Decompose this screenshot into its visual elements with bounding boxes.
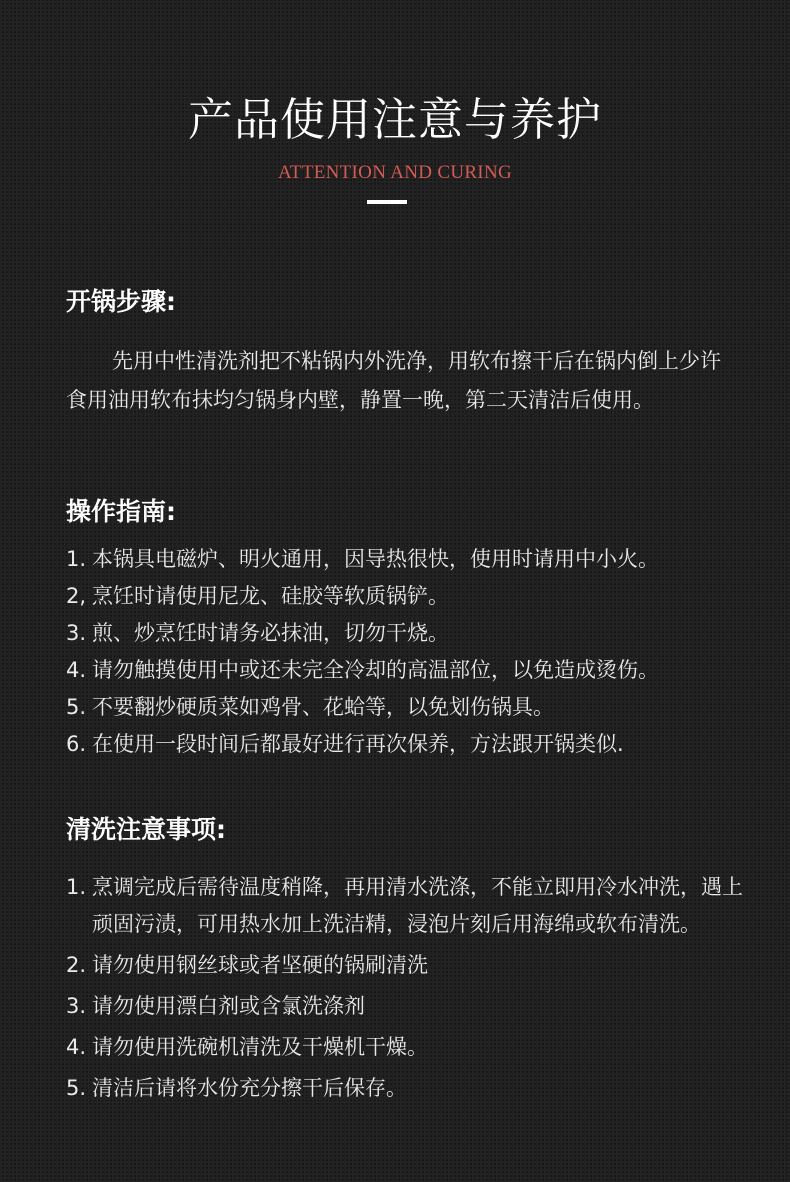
item-number: 3. [66,994,87,1018]
item-text: 请勿触摸使用中或还未完全冷却的高温部位，以免造成烫伤。 [92,658,659,682]
list-item [66,947,746,984]
item-number: 5. [66,695,87,719]
item-text: 不要翻炒硬质菜如鸡骨、花蛤等，以免划伤锅具。 [92,695,554,719]
list-item [66,541,746,578]
item-number: 4. [66,658,87,682]
opening-paragraph: 先用中性清洗剂把不粘锅内外洗净，用软布擦干后在锅内倒上少许食用油用软布抹均匀锅身内壁，静置一晚，第二天清洁后使用。 [66,349,721,412]
item-number: 1. [66,875,87,899]
item-number: 5. [66,1076,87,1100]
guide-heading: 操作指南: [66,497,176,526]
item-number: 2. [66,953,87,977]
item-text: 请勿使用钢丝球或者坚硬的锅刷清洗 [92,953,428,977]
cleaning-heading: 清洗注意事项: [66,815,226,844]
list-item [66,869,746,943]
item-text: 烹调完成后需待温度稍降，再用清水洗涤，不能立即用冷水冲洗，遇上顽固污渍，可用热水加上洗洁精，浸泡片刻后用海绵或软布清洗。 [92,875,743,936]
list-item [66,689,746,726]
item-text: 本锅具电磁炉、明火通用，因导热很快，使用时请用中小火。 [92,547,659,571]
item-number: 4. [66,1035,87,1059]
opening-heading: 开锅步骤: [66,287,176,316]
list-item [66,726,746,763]
list-item [66,1070,746,1107]
item-number: 3. [66,621,87,645]
page-title: 产品使用注意与养护 [187,93,602,146]
item-text: 请勿使用漂白剂或含氯洗涤剂 [92,994,365,1018]
cleaning-list [66,869,746,1111]
guide-list [66,541,746,763]
item-number: 2, [66,584,87,608]
list-item [66,1029,746,1066]
title-divider [367,200,407,204]
list-item [66,578,746,615]
item-text: 烹饪时请使用尼龙、硅胶等软质锅铲。 [92,584,449,608]
item-text: 请勿使用洗碗机清洗及干燥机干燥。 [92,1035,428,1059]
item-text: 清洁后请将水份充分擦干后保存。 [92,1076,407,1100]
list-item [66,652,746,689]
item-text: 煎、炒烹饪时请务必抹油，切勿干烧。 [92,621,449,645]
item-number: 1. [66,547,87,571]
page-subtitle: ATTENTION AND CURING [278,162,512,183]
item-text: 在使用一段时间后都最好进行再次保养，方法跟开锅类似. [92,732,624,756]
list-item [66,988,746,1025]
list-item [66,615,746,652]
item-number: 6. [66,732,87,756]
